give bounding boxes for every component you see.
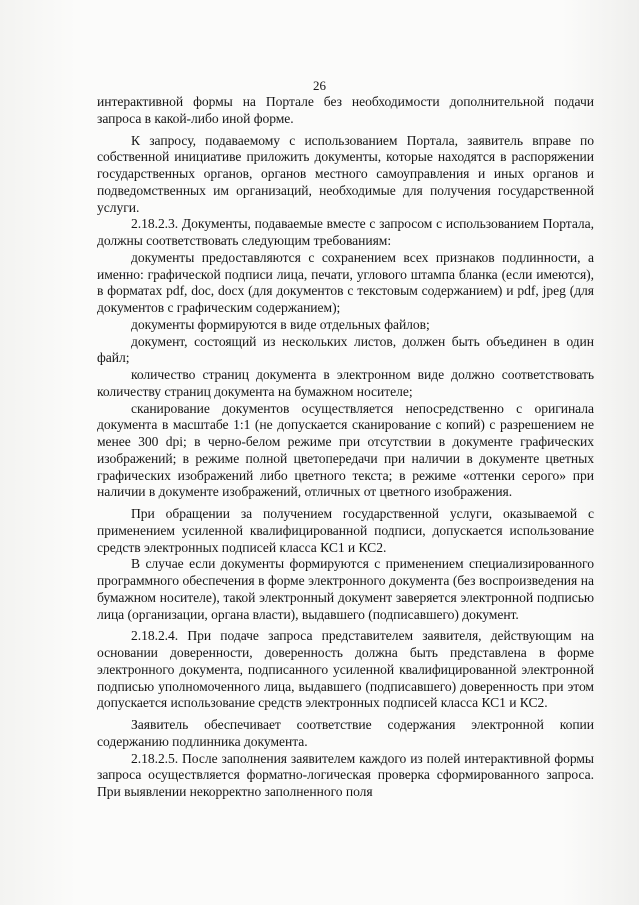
requirement-separate-files: документы формируются в виде отдельных файлов; xyxy=(131,316,430,332)
paragraph-electronic-document: В случае если документы формируются с применением специализированного программного обеспечения в форме электронного документа (без воспроизведения на бумажном носителе), такой электронный документ заверяется электронной подписью лица (организации, органа власти), выдавшего (подписавшего) документ. xyxy=(97,556,594,622)
page-number: 26 xyxy=(313,78,326,93)
paragraph-2-18-2-3: 2.18.2.3. Документы, подаваемые вместе с запросом с использованием Портала, должны соответствовать следующим требованиям: xyxy=(97,216,594,248)
document-body xyxy=(97,94,594,801)
paragraph-2-18-2-5: 2.18.2.5. После заполнения заявителем каждого из полей интерактивной формы запроса осуществляется форматно-логическая проверка сформированного запроса. При выявлении некорректно заполненного поля xyxy=(97,750,594,799)
paragraph-attach-documents: К запросу, подаваемому с использованием Портала, заявитель вправе по собственной инициативе приложить документы, которые находятся в распоряжении государственных органов, органов местного самоуправления и иных органов и подведомственных им организаций, необходимые для получения государственной услуги. xyxy=(97,132,594,215)
requirement-authenticity: документы предоставляются с сохранением всех признаков подлинности, а именно: графической подписи лица, печати, углового штампа бланка (если имеются), в форматах pdf, doc, docx (для документов с текстовым содержанием) и pdf, jpeg (для документов с графическим содержанием); xyxy=(97,249,594,315)
requirement-single-file: документ, состоящий из нескольких листов, должен быть объединен в один файл; xyxy=(97,333,594,366)
requirement-page-count: количество страниц документа в электронном виде должно соответствовать количеству страниц документа на бумажном носителе; xyxy=(97,367,594,399)
paragraph-signature-classes: При обращении за получением государственной услуги, оказываемой с применением усиленной квалифицированной подписи, допускается использование средств электронных подписей класса КС1 и КС2. xyxy=(97,506,594,555)
paragraph-continuation: интерактивной формы на Портале без необходимости дополнительной подачи запроса в какой-либо иной форме. xyxy=(97,94,594,126)
paragraph-2-18-2-4: 2.18.2.4. При подаче запроса представителем заявителя, действующим на основании доверенности, доверенность должна быть представлена в форме электронного документа, подписанного усиленной квалифицированной электронной подписью уполномоченного лица, выдавшего (подписавшего) доверенность при этом допускается использование средств электронных подписей класса КС1 и КС2. xyxy=(97,628,594,711)
requirement-scanning: сканирование документов осуществляется непосредственно с оригинала документа в масштабе 1:1 (не допускается сканирование с копий) с разрешением не менее 300 dpi; в черно-белом режиме при отсутствии в документе графических изображений; в режиме полной цветопередачи при наличии в документе цветных графических изображений либо цветного текста; в режиме «оттенки серого» при наличии в документе изображений, отличных от цветного изображения. xyxy=(97,400,594,500)
paragraph-copy-conformity: Заявитель обеспечивает соответствие содержания электронной копии содержанию подлинника документа. xyxy=(97,717,594,749)
